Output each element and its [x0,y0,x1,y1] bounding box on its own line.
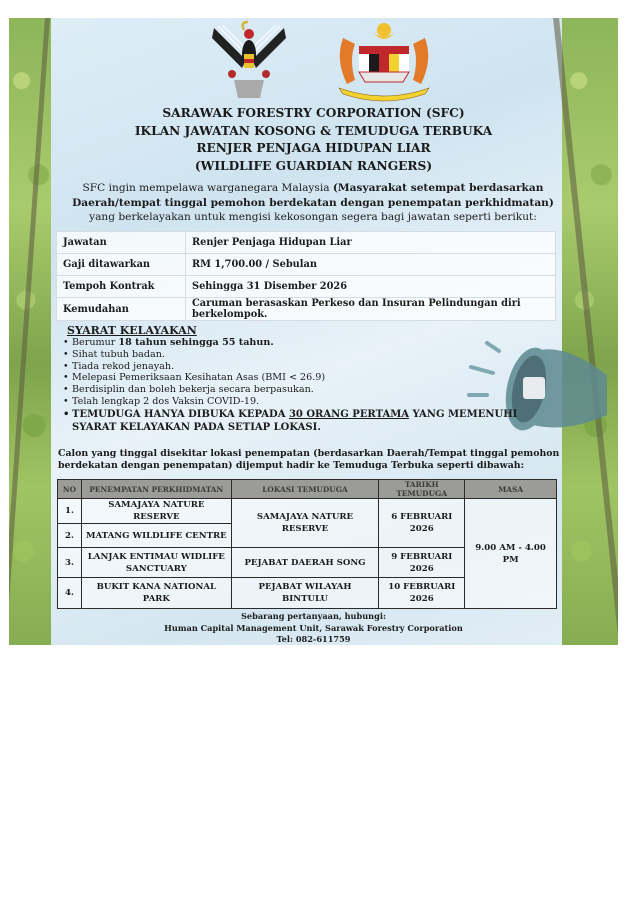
title-line-4: (WILDLIFE GUARDIAN RANGERS) [194,158,433,173]
title-line-1: SARAWAK FORESTRY CORPORATION (SFC) [162,106,465,120]
row-time: 9.00 AM - 4.00 PM [465,499,557,609]
row-no: 2. [58,524,82,548]
row-date: 6 FEBRUARI 2026 [379,499,465,548]
row-location: SAMAJAYA NATURE RESERVE [231,499,379,548]
interview-notice: • TEMUDUGA HANYA DIBUKA KEPADA 30 ORANG PERTAMA YANG MEMENUHI SYARAT KELAYAKAN PADA SETIAP LOKASI. [63,408,561,434]
sarawak-coat-of-arms-icon [212,22,286,98]
coat-of-arms-logos [204,20,444,102]
info-value: Sehingga 31 Disember 2026 [186,276,556,298]
info-label: Kemudahan [57,298,186,321]
table-row [57,254,556,276]
table-row [57,232,556,254]
intro-bold: (Masyarakat setempat berdasarkan Daerah/tempat tinggal pemohon berdekatan dengan penempatan perkhidmatan) [72,182,554,209]
contact-phone: Tel: 082-611759 [276,634,351,644]
row-no: 1. [58,499,82,524]
header-location: LOKASI TEMUDUGA [231,480,379,499]
interview-schedule-table [57,479,557,609]
row-location: PEJABAT WILAYAH BINTULU [231,578,379,609]
requirement-item: • Berumur 18 tahun sehingga 55 tahun. [63,337,561,349]
table-row [58,499,557,524]
info-value: Renjer Penjaga Hidupan Liar [186,232,556,254]
requirement-item: • Tiada rekod jenayah. [63,361,561,373]
row-date: 10 FEBRUARI 2026 [379,578,465,609]
contact-info [9,611,618,645]
contact-line-2: Human Capital Management Unit, Sarawak Forestry Corporation [164,622,463,633]
requirement-item: • Berdisiplin dan boleh bekerja secara berpasukan. [63,384,561,396]
requirement-item: • Telah lengkap 2 dos Vaksin COVID-19. [63,396,561,408]
row-no: 4. [58,578,82,609]
contact-line-1: Sebarang pertanyaan, hubungi: [240,611,386,621]
info-label: Tempoh Kontrak [57,276,186,298]
title-line-2: IKLAN JAWATAN KOSONG & TEMUDUGA TERBUKA [134,123,493,138]
row-placement: LANJAK ENTIMAU WIDLIFE SANCTUARY [81,548,231,578]
intro-tail: yang berkelayakan untuk mengisi kekosongan segera bagi jawatan seperti berikut: [89,211,537,223]
requirement-item: • Melepasi Pemeriksaan Kesihatan Asas (BMI < 26.9) [63,372,561,384]
table-row [57,276,556,298]
interview-invitation-text: Calon yang tinggal disekitar lokasi penempatan (berdasarkan Daerah/Tempat tinggal pemohon berdekatan dengan penempatan) dijemput hadir ke Temuduga Terbuka seperti dibawah: [58,448,560,471]
row-location: PEJABAT DAERAH SONG [231,548,379,578]
row-placement: MATANG WILDLIFE CENTRE [81,524,231,548]
page-title [9,105,618,175]
header-date: TARIKH TEMUDUGA [379,480,465,499]
header-time: MASA [465,480,557,499]
requirements-list [61,337,561,434]
row-no: 3. [58,548,82,578]
info-value: Caruman berasaskan Perkeso dan Insuran Pelindungan diri berkelompok. [186,298,556,321]
info-value: RM 1,700.00 / Sebulan [186,254,556,276]
header-no: NO [58,480,82,499]
intro-paragraph [53,181,573,225]
row-placement: SAMAJAYA NATURE RESERVE [81,499,231,524]
requirements-section [61,324,561,434]
intro-lead: SFC ingin mempelawa warganegara Malaysia [82,182,333,194]
requirement-item: • Sihat tubuh badan. [63,349,561,361]
table-row [57,298,556,321]
info-label: Gaji ditawarkan [57,254,186,276]
malaysia-coat-of-arms-icon [339,23,429,101]
row-placement: BUKIT KANA NATIONAL PARK [81,578,231,609]
schedule-header-row [58,480,557,499]
row-date: 9 FEBRUARI 2026 [379,548,465,578]
title-line-3: RENJER PENJAGA HIDUPAN LIAR [196,141,431,155]
info-label: Jawatan [57,232,186,254]
job-advertisement-poster [9,18,618,645]
header-placement: PENEMPATAN PERKHIDMATAN [81,480,231,499]
requirements-title: SYARAT KELAYAKAN [67,324,197,337]
job-info-table [56,231,556,321]
